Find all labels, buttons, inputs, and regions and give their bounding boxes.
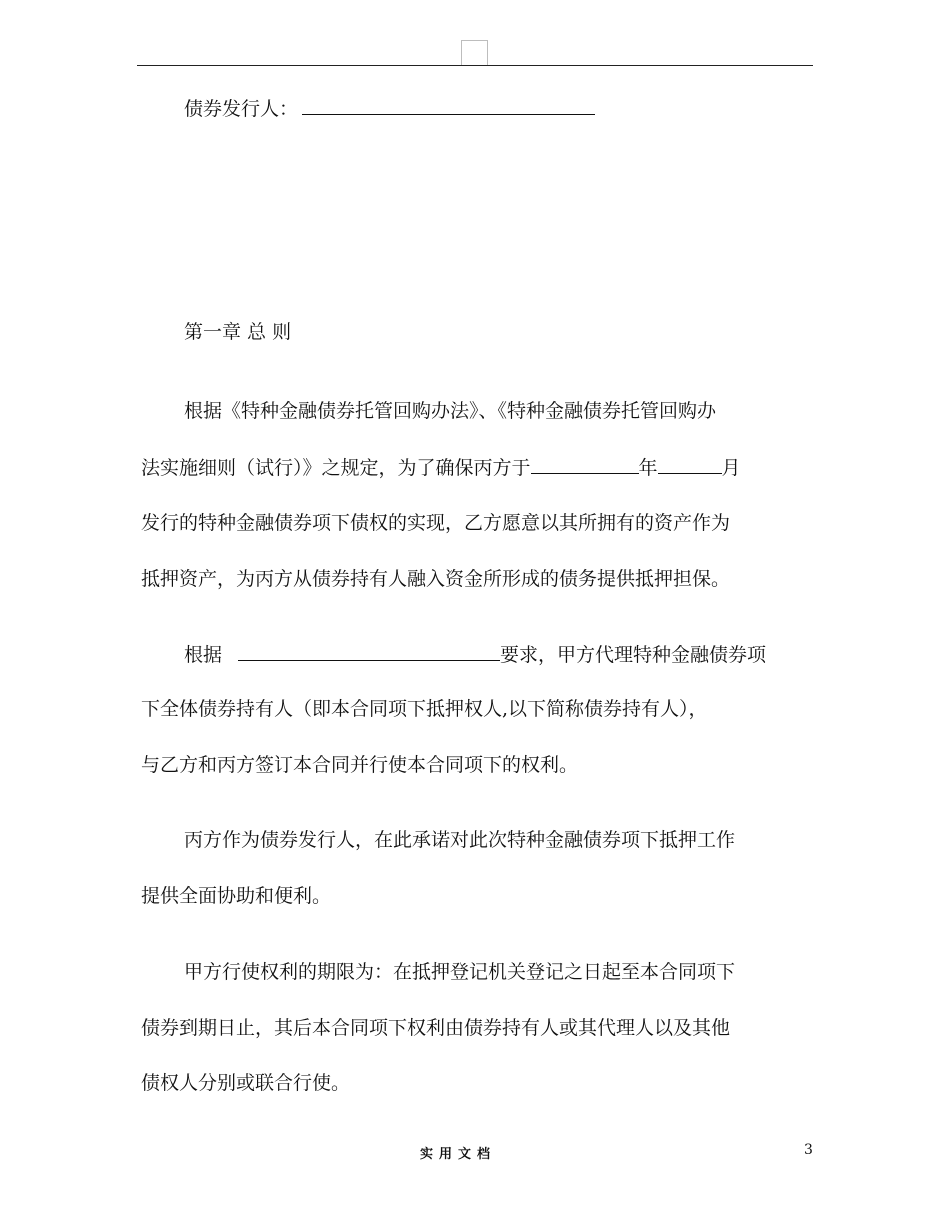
issuer-label: 债券发行人： bbox=[184, 98, 299, 120]
issuer-line bbox=[184, 96, 595, 121]
header-rule bbox=[137, 65, 813, 66]
footer-text: 实用文档 bbox=[420, 1147, 497, 1162]
para3-line1: 丙方作为债券发行人，在此承诺对此次特种金融债券项下抵押工作 bbox=[184, 829, 736, 851]
chapter-title: 第一章 总 则 bbox=[184, 321, 292, 343]
para1-line2 bbox=[141, 455, 741, 480]
para4-line1: 甲方行使权利的期限为：在抵押登记机关登记之日起至本合同项下 bbox=[184, 961, 736, 983]
year-label: 年 bbox=[638, 457, 658, 479]
para1-line1: 根据《特种金融债券托管回购办法》、《特种金融债券托管回购办 bbox=[184, 400, 717, 422]
para4-line2: 债券到期日止，其后本合同项下权利由债券持有人或其代理人以及其他 bbox=[141, 1017, 731, 1039]
month-label: 月 bbox=[721, 457, 741, 479]
para2-line1-prefix: 根据 bbox=[184, 644, 223, 666]
para2-line3: 与乙方和丙方签订本合同并行使本合同项下的权利。 bbox=[141, 754, 579, 776]
para2-line2: 下全体债券持有人（即本合同项下抵押权人,以下简称债券持有人）， bbox=[141, 698, 708, 720]
year-blank bbox=[531, 455, 639, 474]
month-blank bbox=[658, 455, 722, 474]
para1-line2-text: 法实施细则（试行）》之规定，为了确保丙方于 bbox=[141, 457, 531, 479]
header-marker bbox=[461, 40, 488, 65]
para4-line3: 债权人分别或联合行使。 bbox=[141, 1072, 351, 1094]
para1-line4: 抵押资产，为丙方从债券持有人融入资金所形成的债务提供抵押担保。 bbox=[141, 568, 731, 590]
issuer-blank bbox=[302, 96, 595, 115]
basis-blank bbox=[238, 642, 500, 661]
para2-line1-text: 要求，甲方代理特种金融债券项 bbox=[500, 644, 767, 666]
para1-line3: 发行的特种金融债券项下债权的实现，乙方愿意以其所拥有的资产作为 bbox=[141, 512, 731, 534]
para3-line2: 提供全面协助和便利。 bbox=[141, 885, 332, 907]
para2-line1 bbox=[184, 642, 766, 667]
page-number: 3 bbox=[804, 1142, 813, 1158]
